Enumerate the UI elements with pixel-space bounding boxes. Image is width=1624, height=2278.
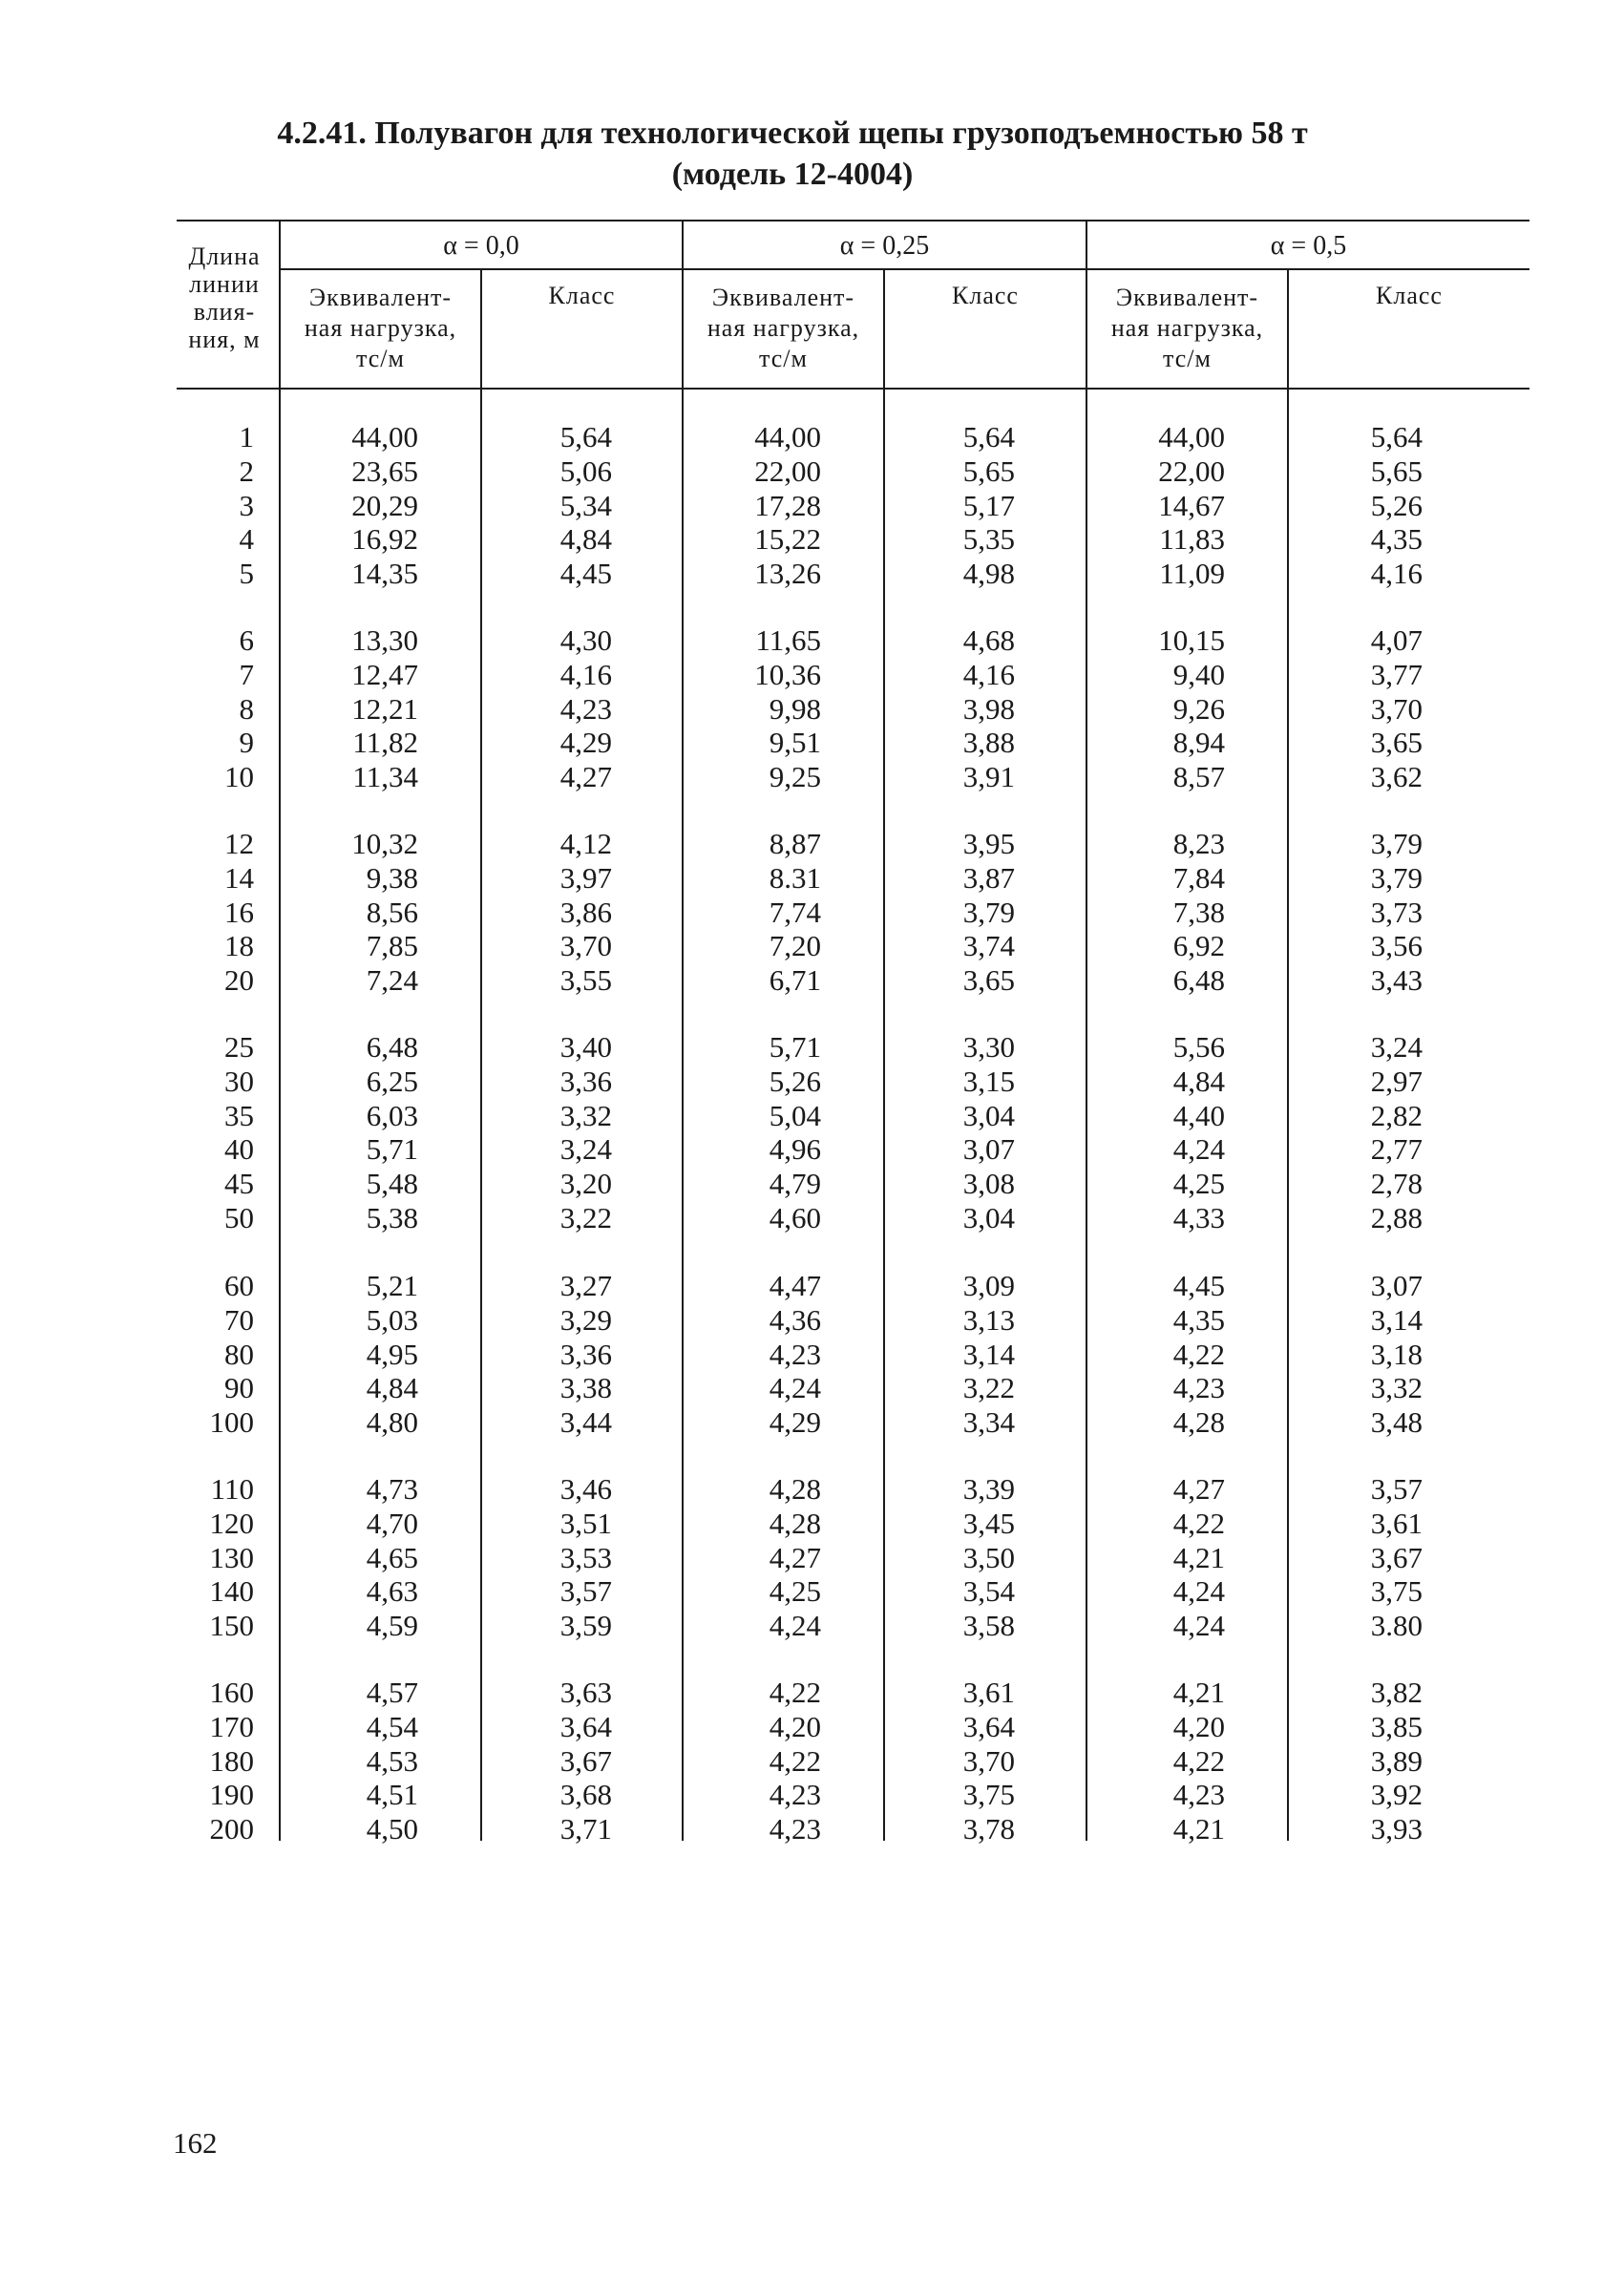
length-cell: 2 bbox=[239, 453, 254, 488]
length-cell: 70 bbox=[224, 1302, 254, 1337]
load-cell: 5,71 bbox=[769, 1030, 821, 1064]
class-cell: 3.80 bbox=[1370, 1609, 1423, 1643]
load-cell: 44,00 bbox=[1158, 420, 1225, 453]
load-cell: 7,84 bbox=[1172, 860, 1225, 895]
class-cell: 3,70 bbox=[559, 929, 612, 963]
class-cell: 3,68 bbox=[559, 1778, 612, 1812]
table-title bbox=[172, 113, 1413, 195]
load-cell: 4,84 bbox=[366, 1371, 418, 1405]
load-cell: 5,56 bbox=[1172, 1030, 1225, 1064]
load-cell: 4,23 bbox=[1172, 1371, 1225, 1405]
length-cell: 12 bbox=[224, 827, 254, 860]
class-cell: 3,65 bbox=[962, 963, 1015, 998]
load-cell: 4,22 bbox=[1172, 1743, 1225, 1778]
load-cell: 8,87 bbox=[769, 827, 821, 860]
class-cell: 2,78 bbox=[1370, 1167, 1423, 1201]
load-cell: 4,29 bbox=[769, 1405, 821, 1440]
class-header: Класс bbox=[548, 282, 616, 309]
length-cell: 180 bbox=[209, 1743, 254, 1778]
class-cell: 3,92 bbox=[1370, 1778, 1423, 1812]
class-header: Класс bbox=[1376, 282, 1443, 309]
class-cell: 3,53 bbox=[559, 1540, 612, 1574]
class-cell: 5,34 bbox=[559, 488, 612, 522]
load-cell: 4,57 bbox=[366, 1676, 418, 1709]
length-cell: 8 bbox=[239, 691, 254, 726]
length-cell: 3 bbox=[239, 488, 254, 522]
class-cell: 3,95 bbox=[962, 827, 1015, 860]
load-cell: 12,47 bbox=[351, 657, 418, 691]
class-cell: 3,27 bbox=[559, 1269, 612, 1302]
load-cell: 4,79 bbox=[769, 1167, 821, 1201]
load-cell: 4,20 bbox=[769, 1709, 821, 1743]
class-cell: 5,26 bbox=[1370, 488, 1423, 522]
length-cell: 1 bbox=[239, 420, 254, 453]
class-cell: 3,67 bbox=[559, 1743, 612, 1778]
load-cell: 4,80 bbox=[366, 1405, 418, 1440]
load-cell: 4,22 bbox=[769, 1676, 821, 1709]
class-cell: 3,79 bbox=[1370, 827, 1423, 860]
class-cell: 3,93 bbox=[1370, 1812, 1423, 1846]
class-cell: 3,50 bbox=[962, 1540, 1015, 1574]
load-cell: 4,59 bbox=[366, 1609, 418, 1643]
load-cell: 4,50 bbox=[366, 1812, 418, 1846]
load-cell: 16,92 bbox=[351, 522, 418, 557]
load-cell: 8,56 bbox=[366, 895, 418, 929]
load-cell: 4,65 bbox=[366, 1540, 418, 1574]
class-cell: 3,40 bbox=[559, 1030, 612, 1064]
load-cell: 4,25 bbox=[769, 1574, 821, 1609]
load-cell: 17,28 bbox=[754, 488, 821, 522]
length-cell: 90 bbox=[224, 1371, 254, 1405]
class-cell: 2,82 bbox=[1370, 1098, 1423, 1132]
class-cell: 3,67 bbox=[1370, 1540, 1423, 1574]
load-cell: 12,21 bbox=[351, 691, 418, 726]
length-cell: 110 bbox=[210, 1472, 254, 1506]
table-top-rule bbox=[177, 220, 1529, 221]
class-cell: 3,62 bbox=[1370, 760, 1423, 794]
class-cell: 2,88 bbox=[1370, 1201, 1423, 1234]
class-cell: 3,09 bbox=[962, 1269, 1015, 1302]
length-cell: 130 bbox=[209, 1540, 254, 1574]
load-cell: 4,21 bbox=[1172, 1812, 1225, 1846]
load-cell: 9,51 bbox=[769, 726, 821, 760]
load-cell: 4,23 bbox=[1172, 1778, 1225, 1812]
class-cell: 3,71 bbox=[559, 1812, 612, 1846]
length-cell: 140 bbox=[209, 1574, 254, 1609]
class-cell: 4,12 bbox=[559, 827, 612, 860]
load-cell: 6,92 bbox=[1172, 929, 1225, 963]
class-cell: 5,35 bbox=[962, 522, 1015, 557]
load-cell: 4,23 bbox=[769, 1812, 821, 1846]
load-cell: 5,26 bbox=[769, 1064, 821, 1098]
length-cell: 18 bbox=[224, 929, 254, 963]
length-cell: 5 bbox=[239, 557, 254, 591]
page-number: 162 bbox=[173, 2126, 218, 2160]
class-cell: 3,22 bbox=[962, 1371, 1015, 1405]
load-cell: 10,32 bbox=[351, 827, 418, 860]
load-cell: 4,47 bbox=[769, 1269, 821, 1302]
class-cell: 3,07 bbox=[1370, 1269, 1423, 1302]
class-cell: 3,13 bbox=[962, 1302, 1015, 1337]
load-cell: 11,82 bbox=[352, 726, 418, 760]
load-cell: 20,29 bbox=[351, 488, 418, 522]
load-cell: 5,71 bbox=[366, 1132, 418, 1167]
load-cell: 4,96 bbox=[769, 1132, 821, 1167]
class-header: Класс bbox=[952, 282, 1019, 309]
length-cell: 50 bbox=[224, 1201, 254, 1234]
class-cell: 3,48 bbox=[1370, 1405, 1423, 1440]
class-cell: 3,30 bbox=[962, 1030, 1015, 1064]
class-cell: 3,15 bbox=[962, 1064, 1015, 1098]
class-cell: 5,65 bbox=[962, 453, 1015, 488]
load-cell: 13,26 bbox=[754, 557, 821, 591]
class-cell: 3,51 bbox=[559, 1506, 612, 1540]
length-cell: 35 bbox=[224, 1098, 254, 1132]
class-cell: 3,79 bbox=[962, 895, 1015, 929]
load-cell: 8,57 bbox=[1172, 760, 1225, 794]
load-cell: 4,24 bbox=[769, 1371, 821, 1405]
title-line-1: 4.2.41. Полувагон для технологической щепы грузоподъемностью 58 т bbox=[277, 116, 1308, 151]
class-cell: 3,45 bbox=[962, 1506, 1015, 1540]
class-cell: 3,04 bbox=[962, 1098, 1015, 1132]
alpha-header-025: α = 0,25 bbox=[839, 231, 930, 261]
alpha-header-0: α = 0,0 bbox=[443, 231, 519, 261]
class-cell: 3,61 bbox=[962, 1676, 1015, 1709]
load-header: Эквивалент- ная нагрузка, тс/м bbox=[707, 284, 860, 372]
class-cell: 3,18 bbox=[1370, 1337, 1423, 1371]
class-cell: 5,65 bbox=[1370, 453, 1423, 488]
load-cell: 7,24 bbox=[366, 963, 418, 998]
load-cell: 7,74 bbox=[769, 895, 821, 929]
length-cell: 6 bbox=[239, 623, 254, 657]
length-cell: 16 bbox=[224, 895, 254, 929]
class-cell: 3,29 bbox=[559, 1302, 612, 1337]
class-cell: 3,20 bbox=[559, 1167, 612, 1201]
length-cell: 10 bbox=[224, 760, 254, 794]
class-cell: 5,64 bbox=[559, 420, 612, 453]
class-cell: 4,16 bbox=[559, 657, 612, 691]
class-cell: 5,64 bbox=[1370, 420, 1423, 453]
class-cell: 3,61 bbox=[1370, 1506, 1423, 1540]
class-cell: 3,32 bbox=[559, 1098, 612, 1132]
class-cell: 3,75 bbox=[962, 1778, 1015, 1812]
load-cell: 11,65 bbox=[755, 623, 821, 657]
length-cell: 4 bbox=[239, 522, 254, 557]
class-cell: 2,97 bbox=[1370, 1064, 1423, 1098]
class-cell: 3,46 bbox=[559, 1472, 612, 1506]
load-cell: 4,27 bbox=[1172, 1472, 1225, 1506]
class-cell: 3,08 bbox=[962, 1167, 1015, 1201]
length-cell: 30 bbox=[224, 1064, 254, 1098]
class-cell: 4,23 bbox=[559, 691, 612, 726]
length-cell: 160 bbox=[209, 1676, 254, 1709]
load-cell: 4,24 bbox=[769, 1609, 821, 1643]
class-cell: 3,54 bbox=[962, 1574, 1015, 1609]
load-cell: 4,36 bbox=[769, 1302, 821, 1337]
alpha-header-05: α = 0,5 bbox=[1270, 231, 1347, 261]
load-cell: 4,28 bbox=[1172, 1405, 1225, 1440]
load-cell: 4,63 bbox=[366, 1574, 418, 1609]
class-cell: 3,36 bbox=[559, 1337, 612, 1371]
load-cell: 10,36 bbox=[754, 657, 821, 691]
load-cell: 4,40 bbox=[1172, 1098, 1225, 1132]
load-cell: 4,21 bbox=[1172, 1540, 1225, 1574]
load-cell: 11,09 bbox=[1159, 557, 1225, 591]
class-cell: 3,64 bbox=[962, 1709, 1015, 1743]
load-cell: 4,21 bbox=[1172, 1676, 1225, 1709]
class-cell: 3,24 bbox=[1370, 1030, 1423, 1064]
class-cell: 3,34 bbox=[962, 1405, 1015, 1440]
class-cell: 3,77 bbox=[1370, 657, 1423, 691]
load-cell: 4,35 bbox=[1172, 1302, 1225, 1337]
load-cell: 4,28 bbox=[769, 1472, 821, 1506]
class-cell: 3,79 bbox=[1370, 860, 1423, 895]
class-cell: 3,44 bbox=[559, 1405, 612, 1440]
length-cell: 190 bbox=[209, 1778, 254, 1812]
class-cell: 3,73 bbox=[1370, 895, 1423, 929]
load-cell: 5,04 bbox=[769, 1098, 821, 1132]
load-cell: 8.31 bbox=[769, 860, 821, 895]
load-cell: 14,35 bbox=[351, 557, 418, 591]
class-cell: 3,58 bbox=[962, 1609, 1015, 1643]
load-cell: 4,73 bbox=[366, 1472, 418, 1506]
class-cell: 3,89 bbox=[1370, 1743, 1423, 1778]
load-header: Эквивалент- ная нагрузка, тс/м bbox=[1110, 284, 1264, 372]
class-cell: 3,98 bbox=[962, 691, 1015, 726]
load-cell: 5,38 bbox=[366, 1201, 418, 1234]
class-cell: 3,07 bbox=[962, 1132, 1015, 1167]
class-cell: 3,24 bbox=[559, 1132, 612, 1167]
load-cell: 6,25 bbox=[366, 1064, 418, 1098]
load-cell: 44,00 bbox=[754, 420, 821, 453]
class-cell: 3,63 bbox=[559, 1676, 612, 1709]
class-cell: 3,14 bbox=[962, 1337, 1015, 1371]
load-cell: 9,98 bbox=[769, 691, 821, 726]
class-cell: 3,87 bbox=[962, 860, 1015, 895]
load-cell: 15,22 bbox=[754, 522, 821, 557]
class-cell: 4,35 bbox=[1370, 522, 1423, 557]
load-cell: 4,20 bbox=[1172, 1709, 1225, 1743]
load-cell: 4,84 bbox=[1172, 1064, 1225, 1098]
load-cell: 4,53 bbox=[366, 1743, 418, 1778]
load-cell: 4,24 bbox=[1172, 1574, 1225, 1609]
class-cell: 5,06 bbox=[559, 453, 612, 488]
load-cell: 7,38 bbox=[1172, 895, 1225, 929]
load-cell: 9,38 bbox=[366, 860, 418, 895]
load-cell: 4,23 bbox=[769, 1337, 821, 1371]
load-cell: 4,22 bbox=[1172, 1506, 1225, 1540]
length-cell: 25 bbox=[224, 1030, 254, 1064]
class-cell: 3,57 bbox=[559, 1574, 612, 1609]
load-cell: 9,25 bbox=[769, 760, 821, 794]
class-cell: 3,36 bbox=[559, 1064, 612, 1098]
length-cell: 170 bbox=[209, 1709, 254, 1743]
class-cell: 3,57 bbox=[1370, 1472, 1423, 1506]
load-cell: 4,27 bbox=[769, 1540, 821, 1574]
class-cell: 4,45 bbox=[559, 557, 612, 591]
load-cell: 4,45 bbox=[1172, 1269, 1225, 1302]
load-cell: 6,03 bbox=[366, 1098, 418, 1132]
load-cell: 4,54 bbox=[366, 1709, 418, 1743]
group-header-rule bbox=[279, 268, 1529, 270]
class-cell: 4,98 bbox=[962, 557, 1015, 591]
class-cell: 3,70 bbox=[1370, 691, 1423, 726]
class-cell: 3,55 bbox=[559, 963, 612, 998]
load-cell: 22,00 bbox=[754, 453, 821, 488]
load-cell: 4,70 bbox=[366, 1506, 418, 1540]
length-cell: 100 bbox=[209, 1405, 254, 1440]
length-cell: 80 bbox=[224, 1337, 254, 1371]
load-cell: 6,48 bbox=[366, 1030, 418, 1064]
load-cell: 13,30 bbox=[351, 623, 418, 657]
length-cell: 200 bbox=[209, 1812, 254, 1846]
load-cell: 9,26 bbox=[1172, 691, 1225, 726]
load-cell: 4,22 bbox=[769, 1743, 821, 1778]
class-cell: 3,32 bbox=[1370, 1371, 1423, 1405]
class-cell: 3,88 bbox=[962, 726, 1015, 760]
class-cell: 4,29 bbox=[559, 726, 612, 760]
class-cell: 3,85 bbox=[1370, 1709, 1423, 1743]
class-cell: 3,74 bbox=[962, 929, 1015, 963]
class-cell: 3,59 bbox=[559, 1609, 612, 1643]
class-cell: 3,65 bbox=[1370, 726, 1423, 760]
load-cell: 10,15 bbox=[1158, 623, 1225, 657]
class-cell: 3,22 bbox=[559, 1201, 612, 1234]
length-cell: 20 bbox=[224, 963, 254, 998]
load-header: Эквивалент- ная нагрузка, тс/м bbox=[304, 284, 457, 372]
class-cell: 5,17 bbox=[962, 488, 1015, 522]
load-cell: 8,23 bbox=[1172, 827, 1225, 860]
load-cell: 6,71 bbox=[769, 963, 821, 998]
class-cell: 3,75 bbox=[1370, 1574, 1423, 1609]
load-cell: 4,24 bbox=[1172, 1132, 1225, 1167]
class-cell: 3,78 bbox=[962, 1812, 1015, 1846]
load-cell: 4,22 bbox=[1172, 1337, 1225, 1371]
length-cell: 40 bbox=[224, 1132, 254, 1167]
load-cell: 4,33 bbox=[1172, 1201, 1225, 1234]
class-cell: 4,30 bbox=[559, 623, 612, 657]
class-cell: 4,07 bbox=[1370, 623, 1423, 657]
length-header: Длина линии влия- ния, м bbox=[188, 243, 261, 353]
length-cell: 120 bbox=[209, 1506, 254, 1540]
length-cell: 9 bbox=[239, 726, 254, 760]
load-cell: 22,00 bbox=[1158, 453, 1225, 488]
load-cell: 4,23 bbox=[769, 1778, 821, 1812]
class-cell: 3,97 bbox=[559, 860, 612, 895]
load-cell: 7,20 bbox=[769, 929, 821, 963]
load-cell: 6,48 bbox=[1172, 963, 1225, 998]
class-cell: 4,68 bbox=[962, 623, 1015, 657]
class-cell: 4,16 bbox=[1370, 557, 1423, 591]
title-line-2: (модель 12-4004) bbox=[671, 157, 914, 192]
load-cell: 4,24 bbox=[1172, 1609, 1225, 1643]
class-cell: 3,56 bbox=[1370, 929, 1423, 963]
load-cell: 23,65 bbox=[351, 453, 418, 488]
header-bottom-rule bbox=[177, 388, 1529, 390]
class-cell: 3,82 bbox=[1370, 1676, 1423, 1709]
load-cell: 14,67 bbox=[1158, 488, 1225, 522]
length-cell: 7 bbox=[239, 657, 254, 691]
class-cell: 3,38 bbox=[559, 1371, 612, 1405]
load-cell: 5,03 bbox=[366, 1302, 418, 1337]
class-cell: 4,16 bbox=[962, 657, 1015, 691]
length-cell: 14 bbox=[224, 860, 254, 895]
class-cell: 3,70 bbox=[962, 1743, 1015, 1778]
length-cell: 150 bbox=[209, 1609, 254, 1643]
load-cell: 4,25 bbox=[1172, 1167, 1225, 1201]
class-cell: 4,84 bbox=[559, 522, 612, 557]
load-cell: 7,85 bbox=[366, 929, 418, 963]
class-cell: 3,39 bbox=[962, 1472, 1015, 1506]
length-cell: 60 bbox=[224, 1269, 254, 1302]
load-cell: 5,48 bbox=[366, 1167, 418, 1201]
load-cell: 11,34 bbox=[352, 760, 418, 794]
load-cell: 4,60 bbox=[769, 1201, 821, 1234]
load-cell: 11,83 bbox=[1159, 522, 1225, 557]
load-cell: 4,28 bbox=[769, 1506, 821, 1540]
class-cell: 2,77 bbox=[1370, 1132, 1423, 1167]
class-cell: 3,14 bbox=[1370, 1302, 1423, 1337]
load-cell: 8,94 bbox=[1172, 726, 1225, 760]
load-cell: 4,51 bbox=[366, 1778, 418, 1812]
load-cell: 44,00 bbox=[351, 420, 418, 453]
class-cell: 3,04 bbox=[962, 1201, 1015, 1234]
load-cell: 4,95 bbox=[366, 1337, 418, 1371]
class-cell: 4,27 bbox=[559, 760, 612, 794]
class-cell: 3,64 bbox=[559, 1709, 612, 1743]
class-cell: 3,91 bbox=[962, 760, 1015, 794]
load-cell: 9,40 bbox=[1172, 657, 1225, 691]
class-cell: 3,43 bbox=[1370, 963, 1423, 998]
class-cell: 5,64 bbox=[962, 420, 1015, 453]
load-cell: 5,21 bbox=[366, 1269, 418, 1302]
length-cell: 45 bbox=[224, 1167, 254, 1201]
class-cell: 3,86 bbox=[559, 895, 612, 929]
